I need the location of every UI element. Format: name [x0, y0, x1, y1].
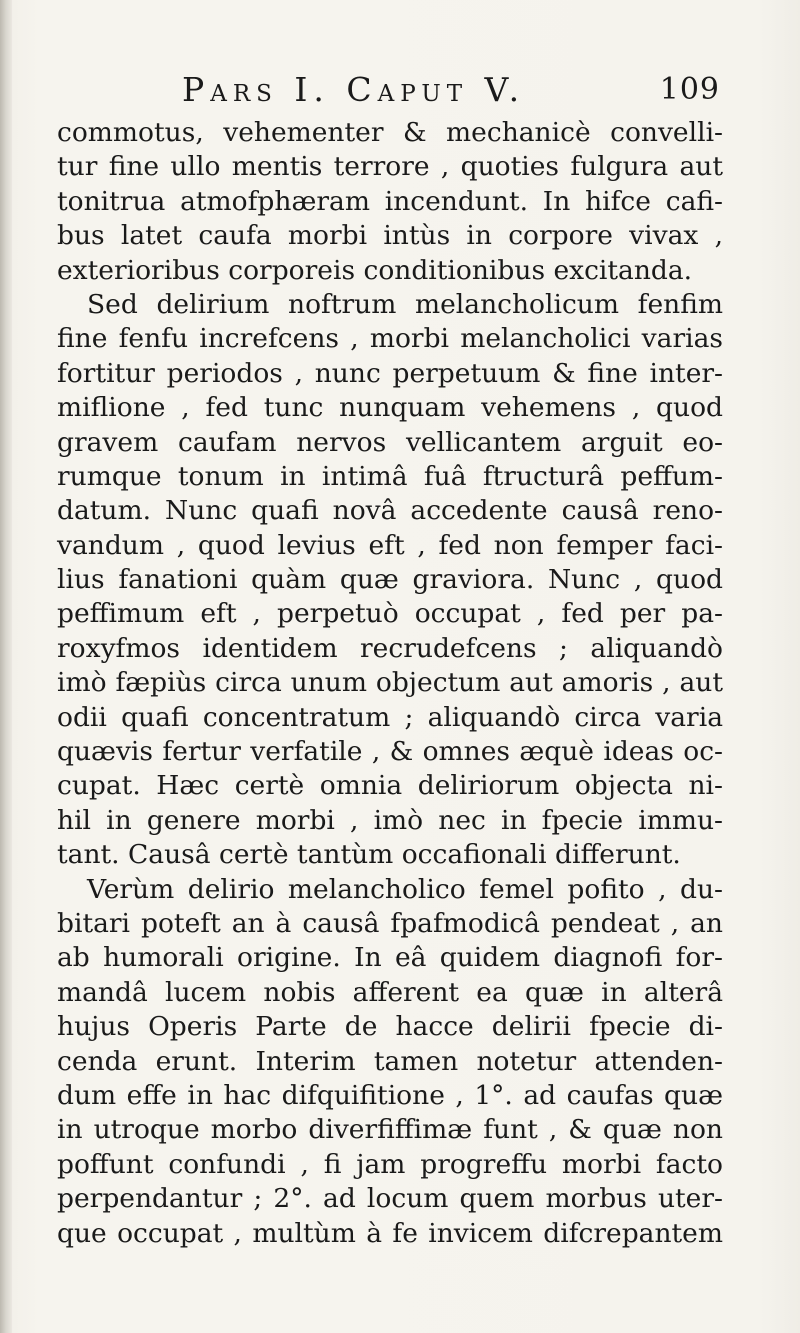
text-line: vandum , quod levius eft , fed non femper faci- — [57, 529, 723, 561]
text-line: imò fæpiùs circa unum objectum aut amoris , aut — [57, 667, 723, 699]
text-line: Sed delirium noftrum melancholicum fenfim — [87, 288, 723, 320]
text-line: hujus Operis Parte de hacce delirii fpecie di- — [57, 1011, 723, 1043]
text-line: tant. Causâ certè tantùm occafionali differunt. — [57, 839, 681, 871]
text-line: tonitrua atmofphæram incendunt. In hifce cafi- — [57, 185, 723, 217]
text-line: miflione , fed tunc nunquam vehemens , quod — [57, 392, 723, 424]
text-line: mandâ lucem nobis afferent ea quæ in alterâ — [57, 976, 723, 1008]
body-text — [57, 116, 723, 1251]
text-line: odii quafi concentratum ; aliquandò circa varia — [57, 701, 723, 733]
text-line: lius fanationi quàm quæ graviora. Nunc , quod — [57, 564, 723, 596]
text-line: bus latet caufa morbi intùs in corpore vivax , — [57, 220, 723, 252]
text-line: fortitur periodos , nunc perpetuum & fine inter- — [57, 357, 723, 389]
text-line: perpendantur ; 2°. ad locum quem morbus uter- — [57, 1183, 723, 1215]
text-line: peffimum eft , perpetuò occupat , fed per pa- — [57, 598, 723, 630]
text-line: bitari poteft an à causâ fpafmodicâ pendeat , an — [57, 907, 723, 939]
text-line: in utroque morbo diverfiffimæ funt , & quæ non — [57, 1114, 723, 1146]
text-line: cenda erunt. Interim tamen notetur attenden- — [57, 1045, 723, 1077]
text-line: que occupat , multùm à fe invicem difcrepantem — [57, 1217, 723, 1249]
text-line: fine fenfu increfcens , morbi melancholici varias — [57, 323, 723, 355]
text-line: exterioribus corporeis conditionibus excitanda. — [57, 254, 693, 286]
text-line: commotus, vehementer & mechanicè convelli- — [57, 117, 723, 148]
text-line: hil in genere morbi , imò nec in fpecie immu- — [57, 804, 723, 836]
text-line: dum effe in hac difquifitione , 1°. ad caufas quæ — [57, 1079, 723, 1111]
text-line: datum. Nunc quafi novâ accedente causâ reno- — [57, 495, 723, 527]
page-header — [182, 70, 720, 110]
text-line: ab humorali origine. In eâ quidem diagnofi for- — [57, 942, 723, 974]
text-line: rumque tonum in intimâ fuâ ftructurâ peffum- — [57, 460, 723, 492]
text-line: Verùm delirio melancholico femel pofito , du- — [87, 873, 723, 905]
text-line: tur fine ullo mentis terrore , quoties fulgura aut — [57, 151, 723, 183]
text-line: roxyfmos identidem recrudefcens ; aliquandò — [57, 632, 723, 664]
text-line: gravem caufam nervos vellicantem arguit eo- — [57, 426, 723, 458]
text-line: quævis fertur verfatile , & omnes æquè ideas oc- — [57, 736, 723, 768]
page-number: 109 — [659, 72, 720, 107]
running-head: Pars I. Caput V. — [182, 70, 526, 109]
text-line: cupat. Hæc certè omnia deliriorum objecta ni- — [57, 770, 723, 802]
text-line: poffunt confundi , fi jam progreffu morbi facto — [57, 1148, 723, 1180]
page-gutter — [0, 0, 12, 1333]
